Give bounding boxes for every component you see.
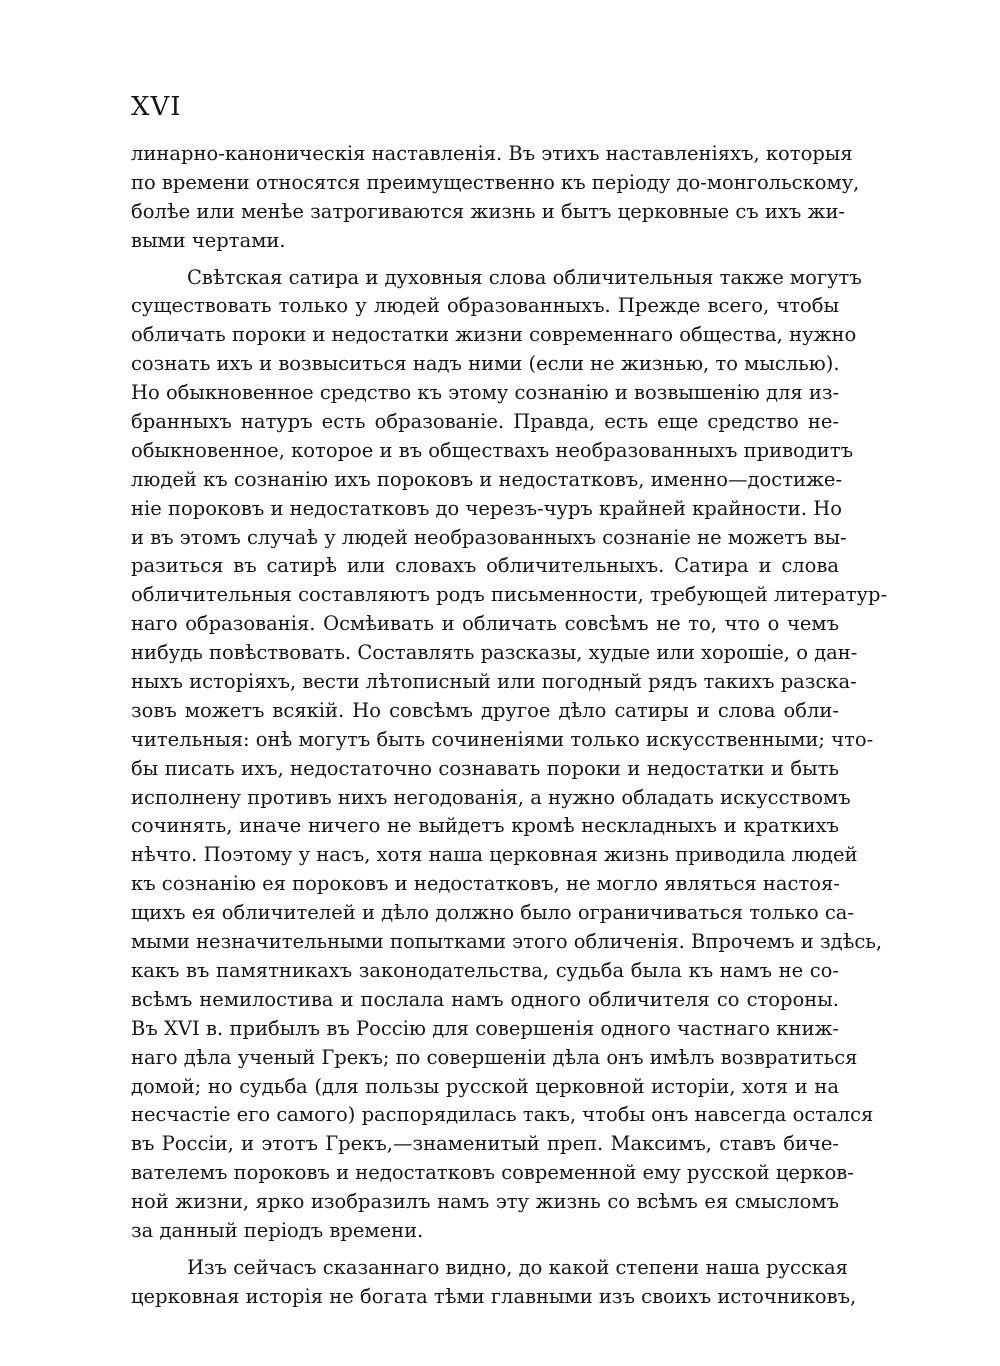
text-line: несчастіе его самого) распорядилась такъ, чтобы онъ навсегда остался xyxy=(131,1103,874,1127)
text-line: линарно-каноническія наставленія. Въ этихъ наставленіяхъ, которыя xyxy=(131,142,853,165)
text-line: къ сознанію ея пороковъ и недостатковъ, не могло являться настоя- xyxy=(131,872,840,896)
text-line: церковная исторія не богата тѣми главными изъ своихъ источниковъ, xyxy=(131,1284,857,1308)
text-line: ныхъ исторіяхъ, вести лѣтописный или погодный рядъ такихъ разска- xyxy=(131,670,857,694)
text-line: исполнену противъ нихъ негодованія, а нужно обладать искусствомъ xyxy=(131,785,851,809)
text-line: чительныя: онѣ могутъ быть сочиненіями только искусственными; что- xyxy=(131,727,874,751)
text-line: Въ XVI в. прибылъ въ Россію для совершенія одного частнаго книж- xyxy=(131,1016,839,1040)
text-line: людей къ сознанію ихъ пороковъ и недостатковъ, именно—достиже- xyxy=(131,467,843,491)
text-line: обличительныя составляютъ родъ письменности, требующей литератур- xyxy=(131,583,888,607)
text-line: и въ этомъ случаѣ у людей необразованныхъ сознаніе не можетъ вы- xyxy=(131,525,847,549)
text-line: ніе пороковъ и недостатковъ до черезъ-чуръ крайней крайности. Но xyxy=(131,496,842,520)
text-line: болѣе или менѣе затрогиваются жизнь и бытъ церковные съ ихъ жи- xyxy=(131,199,846,223)
paragraph xyxy=(131,140,860,256)
text-line: Изъ сейчасъ сказаннаго видно, до какой степени наша русская xyxy=(187,1255,848,1279)
text-line: обличать пороки и недостатки жизни современнаго общества, нужно xyxy=(131,323,857,347)
body-text xyxy=(131,140,888,1312)
text-line: въ Россіи, и этотъ Грекъ,—знаменитый преп. Максимъ, ставъ биче- xyxy=(131,1132,839,1156)
text-line: какъ въ памятникахъ законодательства, судьба была къ намъ не со- xyxy=(131,958,839,982)
paragraph-gap xyxy=(131,256,839,264)
text-line: Но обыкновенное средство къ этому сознанію и возвышенію для из- xyxy=(131,381,840,405)
text-line: наго дѣла ученый Грекъ; по совершеніи дѣла онъ имѣлъ возвратиться xyxy=(131,1045,858,1069)
text-line: бы писать ихъ, недостаточно сознавать пороки и недостатки и быть xyxy=(131,756,839,780)
text-line: ной жизни, ярко изобразилъ намъ эту жизнь со всѣмъ ея смысломъ xyxy=(131,1190,839,1214)
text-line: мыми незначительными попытками этого обличенія. Впрочемъ и здѣсь, xyxy=(131,930,883,954)
text-line: выми чертами. xyxy=(131,228,286,252)
paragraph xyxy=(131,1254,857,1312)
text-line: щихъ ея обличителей и дѣло должно было ограничиваться только са- xyxy=(131,901,855,925)
text-line: всѣмъ немилостива и послала намъ одного обличителя со стороны. xyxy=(131,987,839,1011)
text-line: существовать только у людей образованныхъ. Прежде всего, чтобы xyxy=(131,294,839,318)
text-line: зовъ можетъ всякій. Но совсѣмъ другое дѣло сатиры и слова обли- xyxy=(131,698,839,722)
text-line: разиться въ сатирѣ или словахъ обличительныхъ. Сатира и слова xyxy=(131,554,839,578)
text-line: нѣчто. Поэтому у насъ, хотя наша церковная жизнь приводила людей xyxy=(131,843,858,867)
text-line: бранныхъ натуръ есть образованіе. Правда, есть еще средство не- xyxy=(131,410,839,434)
text-line: обыкновенное, которое и въ обществахъ необразованныхъ приводитъ xyxy=(131,438,853,462)
text-line: сознать ихъ и возвыситься надъ ними (если не жизнью, то мыслью). xyxy=(131,352,840,376)
page-number: XVI xyxy=(131,92,182,122)
paragraph xyxy=(131,264,888,1246)
text-line: по времени относятся преимущественно къ періоду до-монгольскому, xyxy=(131,170,860,194)
text-line: наго образованія. Осмѣивать и обличать совсѣмъ не то, что о чемъ xyxy=(131,612,839,636)
text-line: за данный періодъ времени. xyxy=(131,1218,424,1242)
text-line: домой; но судьба (для пользы русской церковной исторіи, хотя и на xyxy=(131,1074,839,1098)
paragraph-gap xyxy=(131,1246,839,1254)
text-line: нибудь повѣствовать. Составлять разсказы, худые или хорошіе, о дан- xyxy=(131,641,858,665)
text-line: вателемъ пороковъ и недостатковъ современной ему русской церков- xyxy=(131,1161,854,1185)
text-line: сочинять, иначе ничего не выйдетъ кромѣ нескладныхъ и краткихъ xyxy=(131,814,839,838)
text-line: Свѣтская сатира и духовныя слова обличительныя также могутъ xyxy=(187,265,862,289)
